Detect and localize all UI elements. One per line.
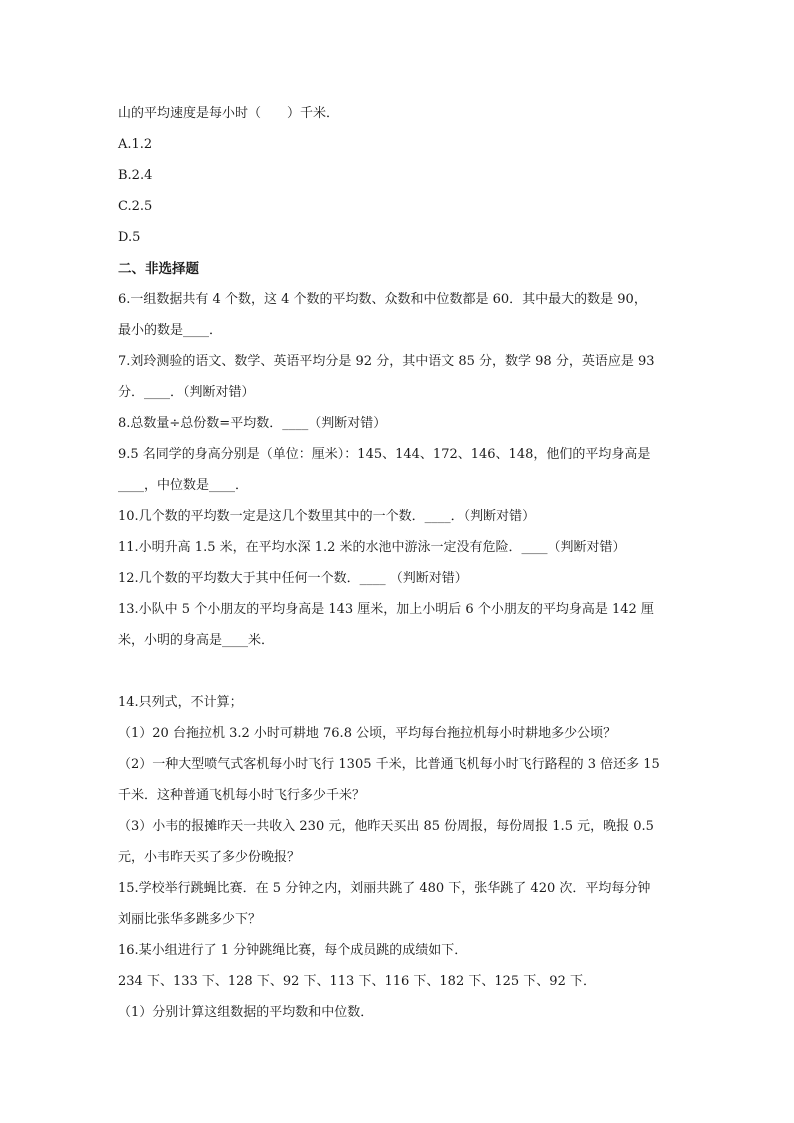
question-7-line-2: 分．____．（判断对错）: [118, 385, 255, 400]
question-14-part-2-line-1: （2）一种大型喷气式客机每小时飞行 1305 千米，比普通飞机每小时飞行路程的 3 倍还多 15: [118, 757, 660, 772]
question-10: 10.几个数的平均数一定是这几个数里其中的一个数．____．（判断对错）: [118, 509, 536, 524]
option-c: C.2.5: [118, 199, 153, 214]
question-6-line-2: 最小的数是____．: [118, 323, 223, 338]
question-9-line-1: 9.5 名同学的身高分别是（单位：厘米）：145、144、172、146、148，他们的平均身高是: [118, 447, 651, 462]
question-14-part-3-line-1: （3）小韦的报摊昨天一共收入 230 元，他昨天买出 85 份周报，每份周报 1.5 元，晚报 0.5: [118, 819, 654, 834]
question-16-line-1: 16.某小组进行了 1 分钟跳绳比赛，每个成员跳的成绩如下．: [118, 943, 468, 958]
question-8: 8.总数量÷总份数=平均数．____（判断对错）: [118, 416, 387, 431]
option-a: A.1.2: [118, 137, 153, 152]
option-b: B.2.4: [118, 168, 153, 183]
question-13-line-1: 13.小队中 5 个小朋友的平均身高是 143 厘米，加上小明后 6 个小朋友的平均身高是 142 厘: [118, 602, 654, 617]
question-7-line-1: 7.刘玲测验的语文、数学、英语平均分是 92 分，其中语文 85 分，数学 98 分，英语应是 93: [118, 354, 655, 369]
question-9-line-2: ____，中位数是____．: [118, 478, 249, 493]
question-14-part-2-line-2: 千米．这种普通飞机每小时飞行多少千米？: [118, 788, 366, 803]
question-14-part-1: （1）20 台拖拉机 3.2 小时可耕地 76.8 公顷，平均每台拖拉机每小时耕地多少公顷？: [118, 726, 617, 741]
question-12: 12.几个数的平均数大于其中任何一个数．____ （判断对错）: [118, 571, 468, 586]
question-16-part-1: （1）分别计算这组数据的平均数和中位数．: [118, 1005, 374, 1020]
question-15-line-1: 15.学校举行跳蝇比赛．在 5 分钟之内，刘丽共跳了 480 下，张华跳了 420 次．平均每分钟: [118, 881, 651, 896]
question-13-line-2: 米，小明的身高是____米．: [118, 633, 275, 648]
question-15-line-2: 刘丽比张华多跳多少下？: [118, 912, 262, 927]
question-16-data: 234 下、133 下、128 下、92 下、113 下、116 下、182 下、125 下、92 下．: [118, 974, 596, 989]
option-d: D.5: [118, 230, 141, 245]
question-5-text: 山的平均速度是每小时（ ）千米．: [118, 106, 340, 121]
question-11: 11.小明升高 1.5 米，在平均水深 1.2 米的水池中游泳一定没有危险．____（判断对错）: [118, 540, 626, 555]
section-heading: 二、非选择题: [118, 261, 199, 277]
question-14-part-3-line-2: 元，小韦昨天买了多少份晚报？: [118, 850, 301, 865]
question-6-line-1: 6.一组数据共有 4 个数，这 4 个数的平均数、众数和中位数都是 60．其中最大的数是 90，: [118, 292, 647, 307]
question-14: 14.只列式，不计算；: [118, 695, 243, 710]
